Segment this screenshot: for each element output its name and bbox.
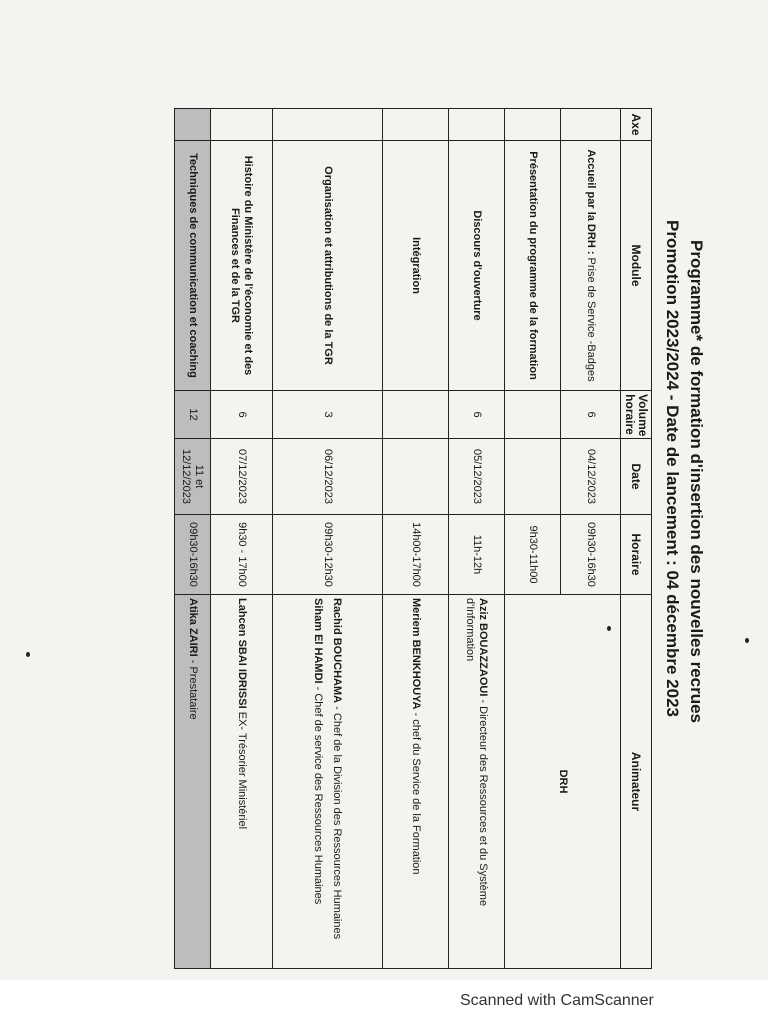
doc-title: Programme* de formation d'insertion des nouvelles recrues [687, 240, 706, 724]
animateur-name: Atika ZAIRI [187, 598, 199, 657]
time-cell: 9h30-11h00 [505, 515, 561, 595]
animateur-line-1 [331, 598, 344, 965]
table-row [383, 109, 449, 969]
volume-cell [383, 391, 449, 439]
animateur-name: Siham El HAMDI [312, 598, 325, 684]
speck-1 [26, 652, 30, 657]
table-row [211, 109, 273, 969]
animateur-role: - Chef de service des Ressources Humaines [312, 683, 325, 905]
table-row [175, 109, 211, 969]
volume-cell: 6 [211, 391, 273, 439]
rotated-document [150, 12, 712, 972]
animateur-role: - Prestataire [187, 656, 199, 720]
date-cell: 05/12/2023 [449, 439, 505, 515]
time-cell: 09h30-16h30 [175, 515, 211, 595]
animateur-drh: DRH [557, 769, 569, 794]
time-cell: 09h30-16h30 [561, 515, 621, 595]
table-row [449, 109, 505, 969]
table-row [273, 109, 383, 969]
table-header-row [621, 109, 652, 969]
animateur-cell [211, 595, 273, 969]
volume-cell [505, 391, 561, 439]
time-cell: 11h-12h [449, 515, 505, 595]
axe-cell [273, 109, 383, 141]
animateur-cell [505, 595, 621, 969]
volume-cell: 12 [175, 391, 211, 439]
module-detail: Prise de Service -Badges [585, 254, 597, 382]
time-cell: 14h00-17h00 [383, 515, 449, 595]
module-label: Accueil par la DRH : [585, 149, 597, 255]
axe-cell [383, 109, 449, 141]
date-cell: 04/12/2023 [561, 439, 621, 515]
speck-2 [745, 638, 749, 643]
animateur-name: Lahcen SBAI IDRISSI [236, 598, 248, 709]
header-animateur: Animateur [621, 595, 652, 969]
header-axe: Axe [621, 109, 652, 141]
module-cell: Histoire du Ministère de l'économie et des Finances et de la TGR [211, 141, 273, 391]
date-cell: 06/12/2023 [273, 439, 383, 515]
program-table [174, 108, 652, 969]
animateur-cell [449, 595, 505, 969]
axe-cell [449, 109, 505, 141]
volume-cell: 3 [273, 391, 383, 439]
animateur-role: - Directeur des Ressources et du Système d'Information [464, 598, 490, 907]
header-date: Date [621, 439, 652, 515]
date-cell [383, 439, 449, 515]
animateur-role: - chef du Service de la Formation [410, 709, 422, 875]
animateur-name: Meriem BENKHOUYA [410, 598, 422, 710]
animateur-line-2 [312, 598, 325, 965]
animateur-role: - Chef de la Division des Ressources Humaines [331, 703, 344, 940]
volume-cell: 6 [561, 391, 621, 439]
date-cell [505, 439, 561, 515]
header-module: Module [621, 141, 652, 391]
axe-cell [211, 109, 273, 141]
axe-cell [561, 109, 621, 141]
module-cell: Intégration [383, 141, 449, 391]
animateur-role: EX- Trésorier Ministériel [236, 708, 248, 830]
module-cell: Organisation et attributions de la TGR [273, 141, 383, 391]
animateur-name: Aziz BOUAZZAOUI [477, 598, 490, 697]
volume-cell: 6 [449, 391, 505, 439]
module-cell: Discours d'ouverture [449, 141, 505, 391]
module-cell [561, 141, 621, 391]
header-volume: Volume horaire [621, 391, 652, 439]
module-cell: Présentation du programme de la formation [505, 141, 561, 391]
axe-cell [175, 109, 211, 141]
animateur-cell [383, 595, 449, 969]
animateur-name: Rachid BOUCHAMA [331, 598, 344, 704]
animateur-cell [273, 595, 383, 969]
doc-subtitle: Promotion 2023/2024 - Date de lancement : 04 décembre 2023 [663, 220, 682, 718]
time-cell: 09h30-12h30 [273, 515, 383, 595]
axe-cell [505, 109, 561, 141]
date-cell: 07/12/2023 [211, 439, 273, 515]
document-titles [660, 20, 708, 960]
camscanner-watermark: Scanned with CamScanner [460, 992, 654, 1009]
time-cell: 9h30 - 17h00 [211, 515, 273, 595]
animateur-cell [175, 595, 211, 969]
date-cell: 11 et 12/12/2023 [175, 439, 211, 515]
header-horaire: Horaire [621, 515, 652, 595]
table-row [561, 109, 621, 969]
module-cell: Techniques de communication et coaching [175, 141, 211, 391]
